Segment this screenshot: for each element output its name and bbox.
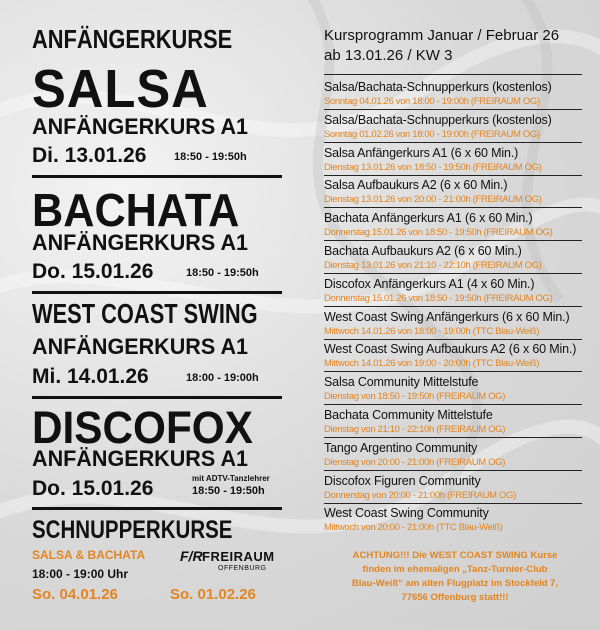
- course-schedule: Dienstag von 18:50 - 19:50h (FREIRAUM OG): [324, 391, 506, 403]
- notice-line: finden im ehemaligen „Tanz-Turnier-Club: [362, 564, 548, 575]
- course-schedule: Sonntag 04.01.26 von 18:00 - 19:00h (FREIRAUM OG): [324, 96, 540, 107]
- course-schedule: Sonntag 01.02.26 von 18:00 - 19:00h (FREIRAUM OG): [324, 128, 540, 140]
- course-name: Bachata Community Mittelstufe: [324, 408, 493, 422]
- course-name: West Coast Swing Aufbaukurs A2 (6 x 60 Min.): [324, 342, 577, 357]
- course-schedule: Dienstag 13.01.26 von 18:50 - 19:50h (FREIRAUM OG): [324, 161, 542, 173]
- discofox-level: ANFÄNGERKURS A1: [32, 446, 249, 471]
- salsa-time: 18:50 - 19:50h: [174, 151, 247, 163]
- freiraum-logo-city: OFFENBURG: [218, 565, 267, 572]
- salsa-title: SALSA: [32, 59, 209, 119]
- divider: [324, 142, 582, 143]
- course-schedule: Dienstag 13.01.26 von 20:00 - 21:00h (FREIRAUM OG): [324, 194, 542, 206]
- freiraum-logo-name: FREIRAUM: [202, 549, 275, 564]
- course-schedule: Donnerstag von 20:00 - 21:00h (FREIRAUM OG): [324, 489, 516, 501]
- discofox-title: DISCOFOX: [32, 402, 253, 453]
- divider: [324, 109, 582, 110]
- divider: [324, 437, 582, 438]
- divider: [324, 503, 582, 504]
- bachata-time: 18:50 - 19:50h: [186, 267, 259, 279]
- course-schedule: Dienstag 13.01.26 von 21:10 - 22:10h (FREIRAUM OG): [324, 260, 542, 271]
- discofox-time: 18:50 - 19:50h: [192, 485, 265, 497]
- course-name: West Coast Swing Community: [324, 506, 489, 521]
- notice-line: ACHTUNG!!! Die WEST COAST SWING Kurse: [352, 550, 558, 561]
- divider: [324, 339, 582, 340]
- program-title: Kursprogramm Januar / Februar 26: [324, 27, 560, 44]
- course-schedule: Mittwoch 14.01.26 von 18:00 - 19:00h (TTC Blau-Weiß): [324, 325, 540, 337]
- course-schedule: Donnerstag 15.01.26 von 18:50 - 19:50h (FREIRAUM OG): [324, 227, 553, 239]
- bachata-level: ANFÄNGERKURS A1: [32, 230, 249, 255]
- course-name: Bachata Anfängerkurs A1 (6 x 60 Min.): [324, 211, 533, 226]
- divider: [32, 396, 282, 399]
- salsa-level: ANFÄNGERKURS A1: [32, 114, 249, 139]
- course-name: Salsa Anfängerkurs A1 (6 x 60 Min.): [324, 145, 519, 160]
- divider: [324, 273, 582, 274]
- divider: [324, 306, 582, 307]
- schnupper-dances: SALSA & BACHATA: [32, 548, 146, 562]
- divider: [324, 470, 582, 471]
- program-subtitle: ab 13.01.26 / KW 3: [324, 47, 453, 64]
- course-name: Discofox Anfängerkurs A1 (4 x 60 Min.): [324, 276, 535, 291]
- course-schedule: Dienstag von 21:10 - 22:10h (FREIRAUM OG): [324, 424, 506, 435]
- schnupper-title: SCHNUPPERKURSE: [32, 516, 233, 544]
- divider: [324, 74, 582, 75]
- salsa-date: Di. 13.01.26: [32, 144, 147, 167]
- discofox-date: Do. 15.01.26: [32, 477, 154, 500]
- wcs-time: 18:00 - 19:00h: [186, 372, 259, 384]
- divider: [32, 175, 282, 178]
- divider: [324, 240, 582, 241]
- wcs-level: ANFÄNGERKURS A1: [32, 334, 249, 359]
- freiraum-logo: [180, 546, 290, 580]
- course-schedule: Mittwoch von 20:00 - 21:00h (TTC Blau-Weiß): [324, 522, 503, 534]
- course-name: Discofox Figuren Community: [324, 473, 481, 488]
- divider: [324, 404, 582, 405]
- divider: [324, 175, 582, 176]
- divider: [32, 507, 282, 510]
- notice-line: Blau-Weiß“ am alten Flugplatz im Stockfeld 7,: [351, 578, 559, 589]
- course-name: Salsa Community Mittelstufe: [324, 375, 479, 390]
- wcs-date: Mi. 14.01.26: [32, 365, 149, 388]
- heading-anfaengerkurse: ANFÄNGERKURSE: [32, 24, 233, 54]
- wcs-title: WEST COAST SWING: [32, 298, 258, 329]
- course-schedule: Mittwoch 14.01.26 von 19:00 - 20:00h (TTC Blau-Weiß): [324, 358, 540, 370]
- schnupper-date-2: So. 01.02.26: [170, 586, 256, 603]
- divider: [324, 207, 582, 208]
- divider: [32, 291, 282, 294]
- bachata-title: BACHATA: [32, 184, 240, 236]
- discofox-note: mit ADTV-Tanzlehrer: [192, 474, 270, 483]
- schnupper-time: 18:00 - 19:00 Uhr: [32, 567, 129, 581]
- course-name: West Coast Swing Anfängerkurs (6 x 60 Min.): [324, 309, 570, 324]
- divider: [324, 371, 582, 372]
- course-name: Bachata Aufbaukurs A2 (6 x 60 Min.): [324, 244, 522, 258]
- course-name: Tango Argentino Community: [324, 440, 478, 455]
- notice-line: 77656 Offenburg statt!!!: [401, 592, 509, 603]
- schnupper-date-1: So. 04.01.26: [32, 586, 118, 603]
- course-name: Salsa Aufbaukurs A2 (6 x 60 Min.): [324, 178, 508, 193]
- course-name: Salsa/Bachata-Schnupperkurs (kostenlos): [324, 112, 552, 127]
- course-schedule: Donnerstag 15.01.26 von 18:50 - 19:50h (FREIRAUM OG): [324, 292, 553, 304]
- notice: [324, 549, 586, 605]
- course-schedule: Dienstag von 20:00 - 21:00h (FREIRAUM OG): [324, 456, 506, 468]
- freiraum-logo-mark: F/R: [180, 548, 203, 564]
- bachata-date: Do. 15.01.26: [32, 260, 154, 283]
- course-name: Salsa/Bachata-Schnupperkurs (kostenlos): [324, 80, 552, 94]
